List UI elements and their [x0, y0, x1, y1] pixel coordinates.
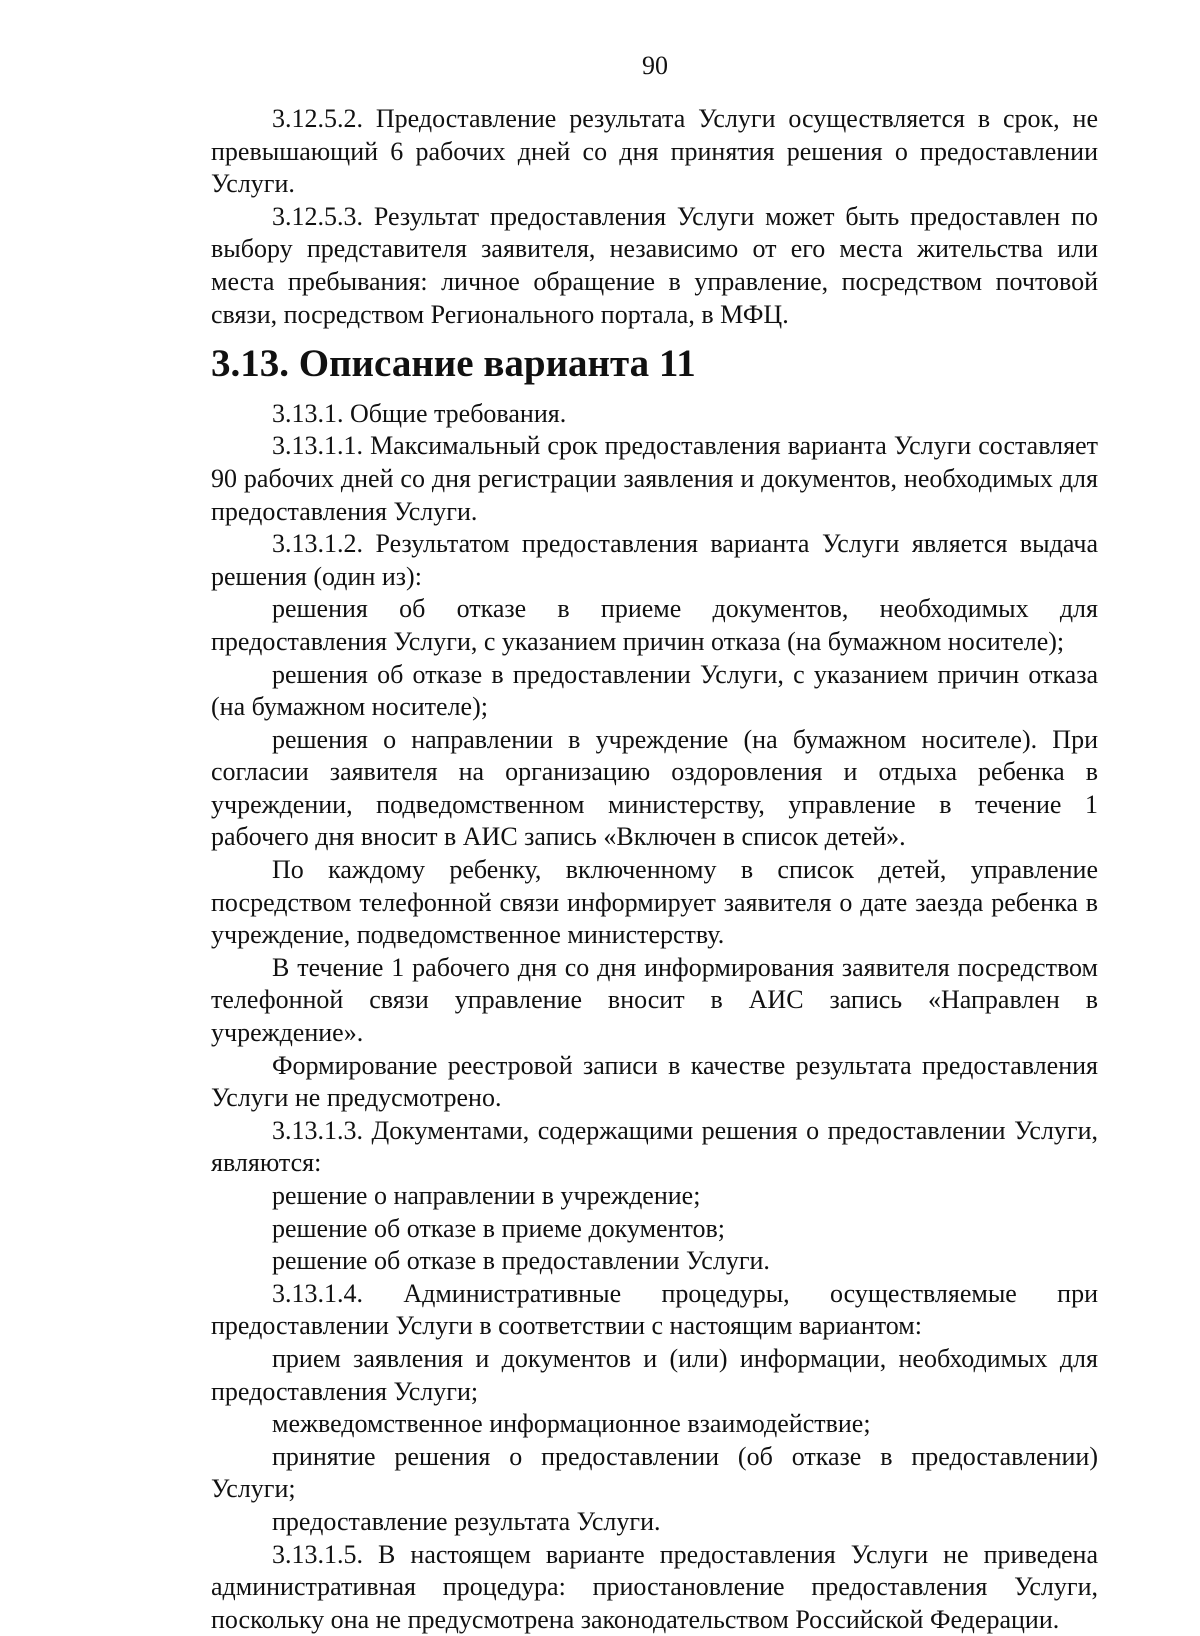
paragraph: 3.12.5.2. Предоставление результата Услуги осуществляется в срок, не превышающий 6 рабочих дней со дня принятия решения о предоставлении Услуги.: [211, 104, 1098, 199]
paragraph: 3.13.1. Общие требования.: [272, 398, 567, 428]
page-number: 90: [642, 51, 668, 80]
list-item: решение об отказе в предоставлении Услуги.: [272, 1246, 770, 1276]
paragraph: В течение 1 рабочего дня со дня информирования заявителя посредством телефонной связи управление вносит в АИС запись «Направлен в учреждение».: [211, 952, 1098, 1048]
section-heading: 3.13. Описание варианта 11: [211, 342, 696, 386]
list-item: решение об отказе в приеме документов;: [272, 1213, 726, 1243]
list-item: решения об отказе в предоставлении Услуги, с указанием причин отказа (на бумажном носителе);: [211, 659, 1098, 722]
list-item: решения о направлении в учреждение (на бумажном носителе). При согласии заявителя на организацию оздоровления и отдыха ребенка в учреждении, подведомственном министерству, управление в течение 1 рабочего дня вносит в АИС запись «Включен в список детей».: [211, 724, 1098, 852]
paragraph: 3.12.5.3. Результат предоставления Услуги может быть предоставлен по выбору представителя заявителя, независимо от его места жительства или места пребывания: личное обращение в управление, посредством почтовой связи, посредством Регионального портала, в МФЦ.: [211, 201, 1098, 329]
list-item: межведомственное информационное взаимодействие;: [272, 1409, 871, 1439]
list-item: решение о направлении в учреждение;: [272, 1181, 701, 1210]
paragraph: 3.13.1.4. Административные процедуры, осуществляемые при предоставлении Услуги в соответствии с настоящим вариантом:: [211, 1278, 1098, 1341]
paragraph: 3.13.1.1. Максимальный срок предоставления варианта Услуги составляет 90 рабочих дней со дня регистрации заявления и документов, необходимых для предоставления Услуги.: [211, 431, 1098, 526]
list-item: предоставление результата Услуги.: [272, 1506, 661, 1536]
list-item: прием заявления и документов и (или) информации, необходимых для предоставления Услуги;: [211, 1343, 1098, 1406]
document-body: [211, 103, 1098, 1636]
paragraph: 3.13.1.5. В настоящем варианте предоставления Услуги не приведена административная процедура: приостановление предоставления Услуги, поскольку она не предусмотрена законодательством Российской Федерации.: [211, 1539, 1098, 1634]
paragraph: Формирование реестровой записи в качестве результата предоставления Услуги не предусмотрено.: [211, 1050, 1098, 1113]
paragraph: 3.13.1.3. Документами, содержащими решения о предоставлении Услуги, являются:: [211, 1115, 1098, 1178]
list-item: принятие решения о предоставлении (об отказе в предоставлении) Услуги;: [211, 1441, 1098, 1504]
list-item: решения об отказе в приеме документов, необходимых для предоставления Услуги, с указанием причин отказа (на бумажном носителе);: [211, 594, 1098, 656]
paragraph: По каждому ребенку, включенному в список детей, управление посредством телефонной связи информирует заявителя о дате заезда ребенка в учреждение, подведомственное министерству.: [211, 855, 1098, 950]
paragraph: 3.13.1.2. Результатом предоставления варианта Услуги является выдача решения (один из):: [211, 529, 1098, 591]
